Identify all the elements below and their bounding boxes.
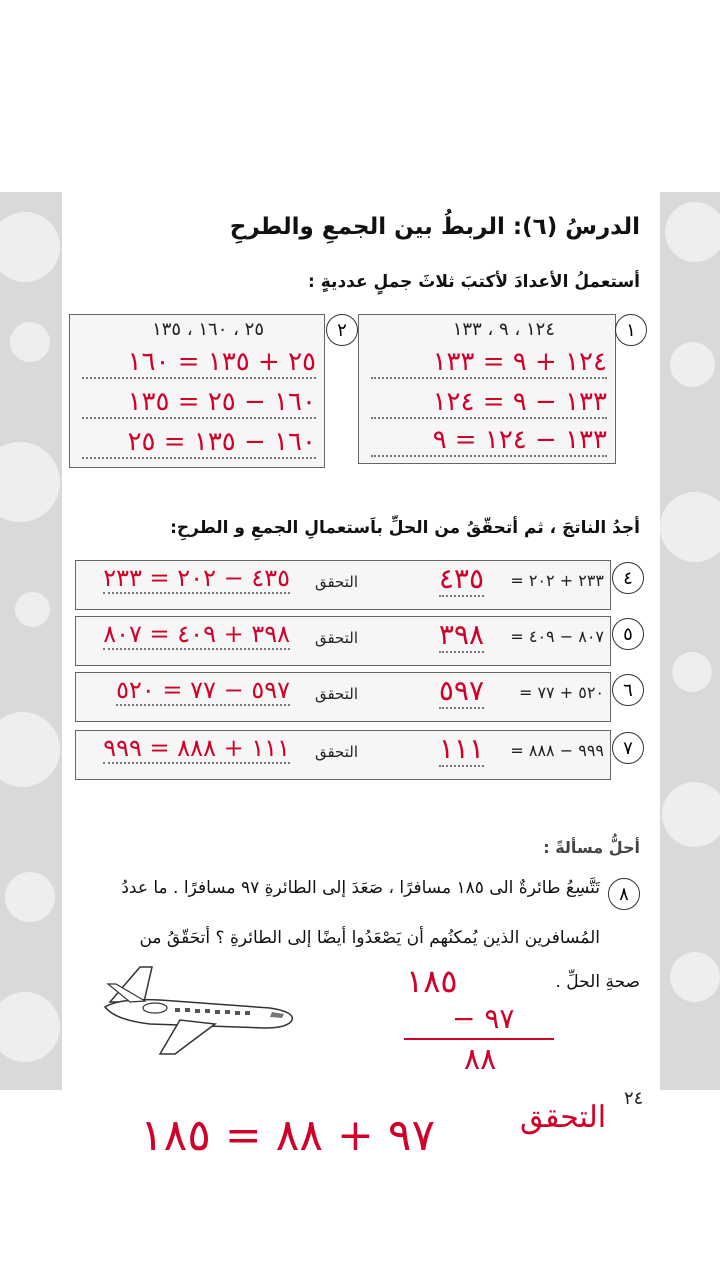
exercise-box-2 <box>69 314 325 468</box>
exercise-row-4 <box>75 560 611 610</box>
row4-answer: ٤٣٥ <box>438 562 484 595</box>
footer-check-word: التحقق <box>520 1100 607 1135</box>
row6-printed: ٥٢٠ + ٧٧ = <box>518 683 604 702</box>
row4-check-label: التحقق <box>314 573 358 591</box>
page-number: ٢٤ <box>624 1088 644 1109</box>
part3-heading: أحلُّ مسألةً : <box>543 838 640 857</box>
row4-printed: ٢٣٣ + ٢٠٢ = <box>510 571 604 590</box>
row7-check: ١١١ + ٨٨٨ = ٩٩٩ <box>103 734 290 762</box>
exercise-row-6 <box>75 672 611 722</box>
work-minus-number: ٩٧ − <box>452 1002 515 1035</box>
exercise-number-8: ٨ <box>608 878 640 910</box>
footer-check-equation: ٩٧ + ٨٨ = ١٨٥ <box>140 1110 436 1161</box>
box1-line-1: ١٢٤ + ٩ = ١٣٣ <box>371 347 607 379</box>
row6-check-label: التحقق <box>314 685 358 703</box>
exercise-row-5 <box>75 616 611 666</box>
box1-line-2: ١٣٣ − ٩ = ١٢٤ <box>371 387 607 419</box>
box2-line-1: ٢٥ + ١٣٥ = ١٦٠ <box>82 347 316 379</box>
airplane-icon <box>100 962 300 1062</box>
box2-numbers: ٢٥ ، ١٦٠ ، ١٣٥ <box>152 319 264 340</box>
problem-line-2: المُسافرين الذين يُمكنُهم أن يَصْعَدُوا أيضًا إلى الطائرةِ ؟ أتحَقّقُ من <box>139 928 600 948</box>
box2-line-2: ١٦٠ − ٢٥ = ١٣٥ <box>82 387 316 419</box>
row5-check-label: التحقق <box>314 629 358 647</box>
row7-printed: ٩٩٩ − ٨٨٨ = <box>510 741 604 760</box>
exercise-number-6: ٦ <box>612 674 644 706</box>
row4-check: ٤٣٥ − ٢٠٢ = ٢٣٣ <box>103 564 290 592</box>
part2-instruction: أجدُ الناتجَ ، ثم أتحقّقُ من الحلِّ باَستعمالِ الجمعِ و الطرحِ: <box>170 518 640 538</box>
exercise-number-7: ٧ <box>612 732 644 764</box>
exercise-number-4: ٤ <box>612 562 644 594</box>
row7-check-label: التحقق <box>314 743 358 761</box>
work-result: ٨٨ <box>464 1042 497 1077</box>
work-top-number: ١٨٥ <box>406 962 458 1000</box>
problem-line-3: صحةِ الحلِّ . <box>555 972 640 992</box>
row7-answer: ١١١ <box>438 732 484 765</box>
exercise-box-1 <box>358 314 616 464</box>
work-result-line <box>404 1038 554 1040</box>
lesson-title: الدرسُ (٦): الربطُ بين الجمعِ والطرحِ <box>229 214 640 240</box>
exercise-row-7 <box>75 730 611 780</box>
row5-printed: ٨٠٧ − ٤٠٩ = <box>510 627 604 646</box>
part1-instruction: أستعملُ الأعدادَ لأكتبَ ثلاثَ جملٍ عدديةٍ : <box>308 272 640 292</box>
row5-check: ٣٩٨ + ٤٠٩ = ٨٠٧ <box>103 620 290 648</box>
row5-answer: ٣٩٨ <box>438 618 484 651</box>
textbook-page <box>0 192 720 1090</box>
problem-line-1: تَتَّسِعُ طائرةٌ الى ١٨٥ مسافرًا ، صَعَدَ إلى الطائرةِ ٩٧ مسافرًا . ما عددُ <box>121 878 600 898</box>
box1-numbers: ١٢٤ ، ٩ ، ١٣٣ <box>452 319 555 340</box>
box1-line-3: ١٣٣ − ١٢٤ = ٩ <box>371 425 607 457</box>
exercise-number-2: ٢ <box>326 314 358 346</box>
box2-line-3: ١٦٠ − ١٣٥ = ٢٥ <box>82 427 316 459</box>
row6-answer: ٥٩٧ <box>438 674 484 707</box>
row6-check: ٥٩٧ − ٧٧ = ٥٢٠ <box>116 676 290 704</box>
content-area <box>62 192 660 1090</box>
exercise-number-5: ٥ <box>612 618 644 650</box>
exercise-number-1: ١ <box>615 314 647 346</box>
